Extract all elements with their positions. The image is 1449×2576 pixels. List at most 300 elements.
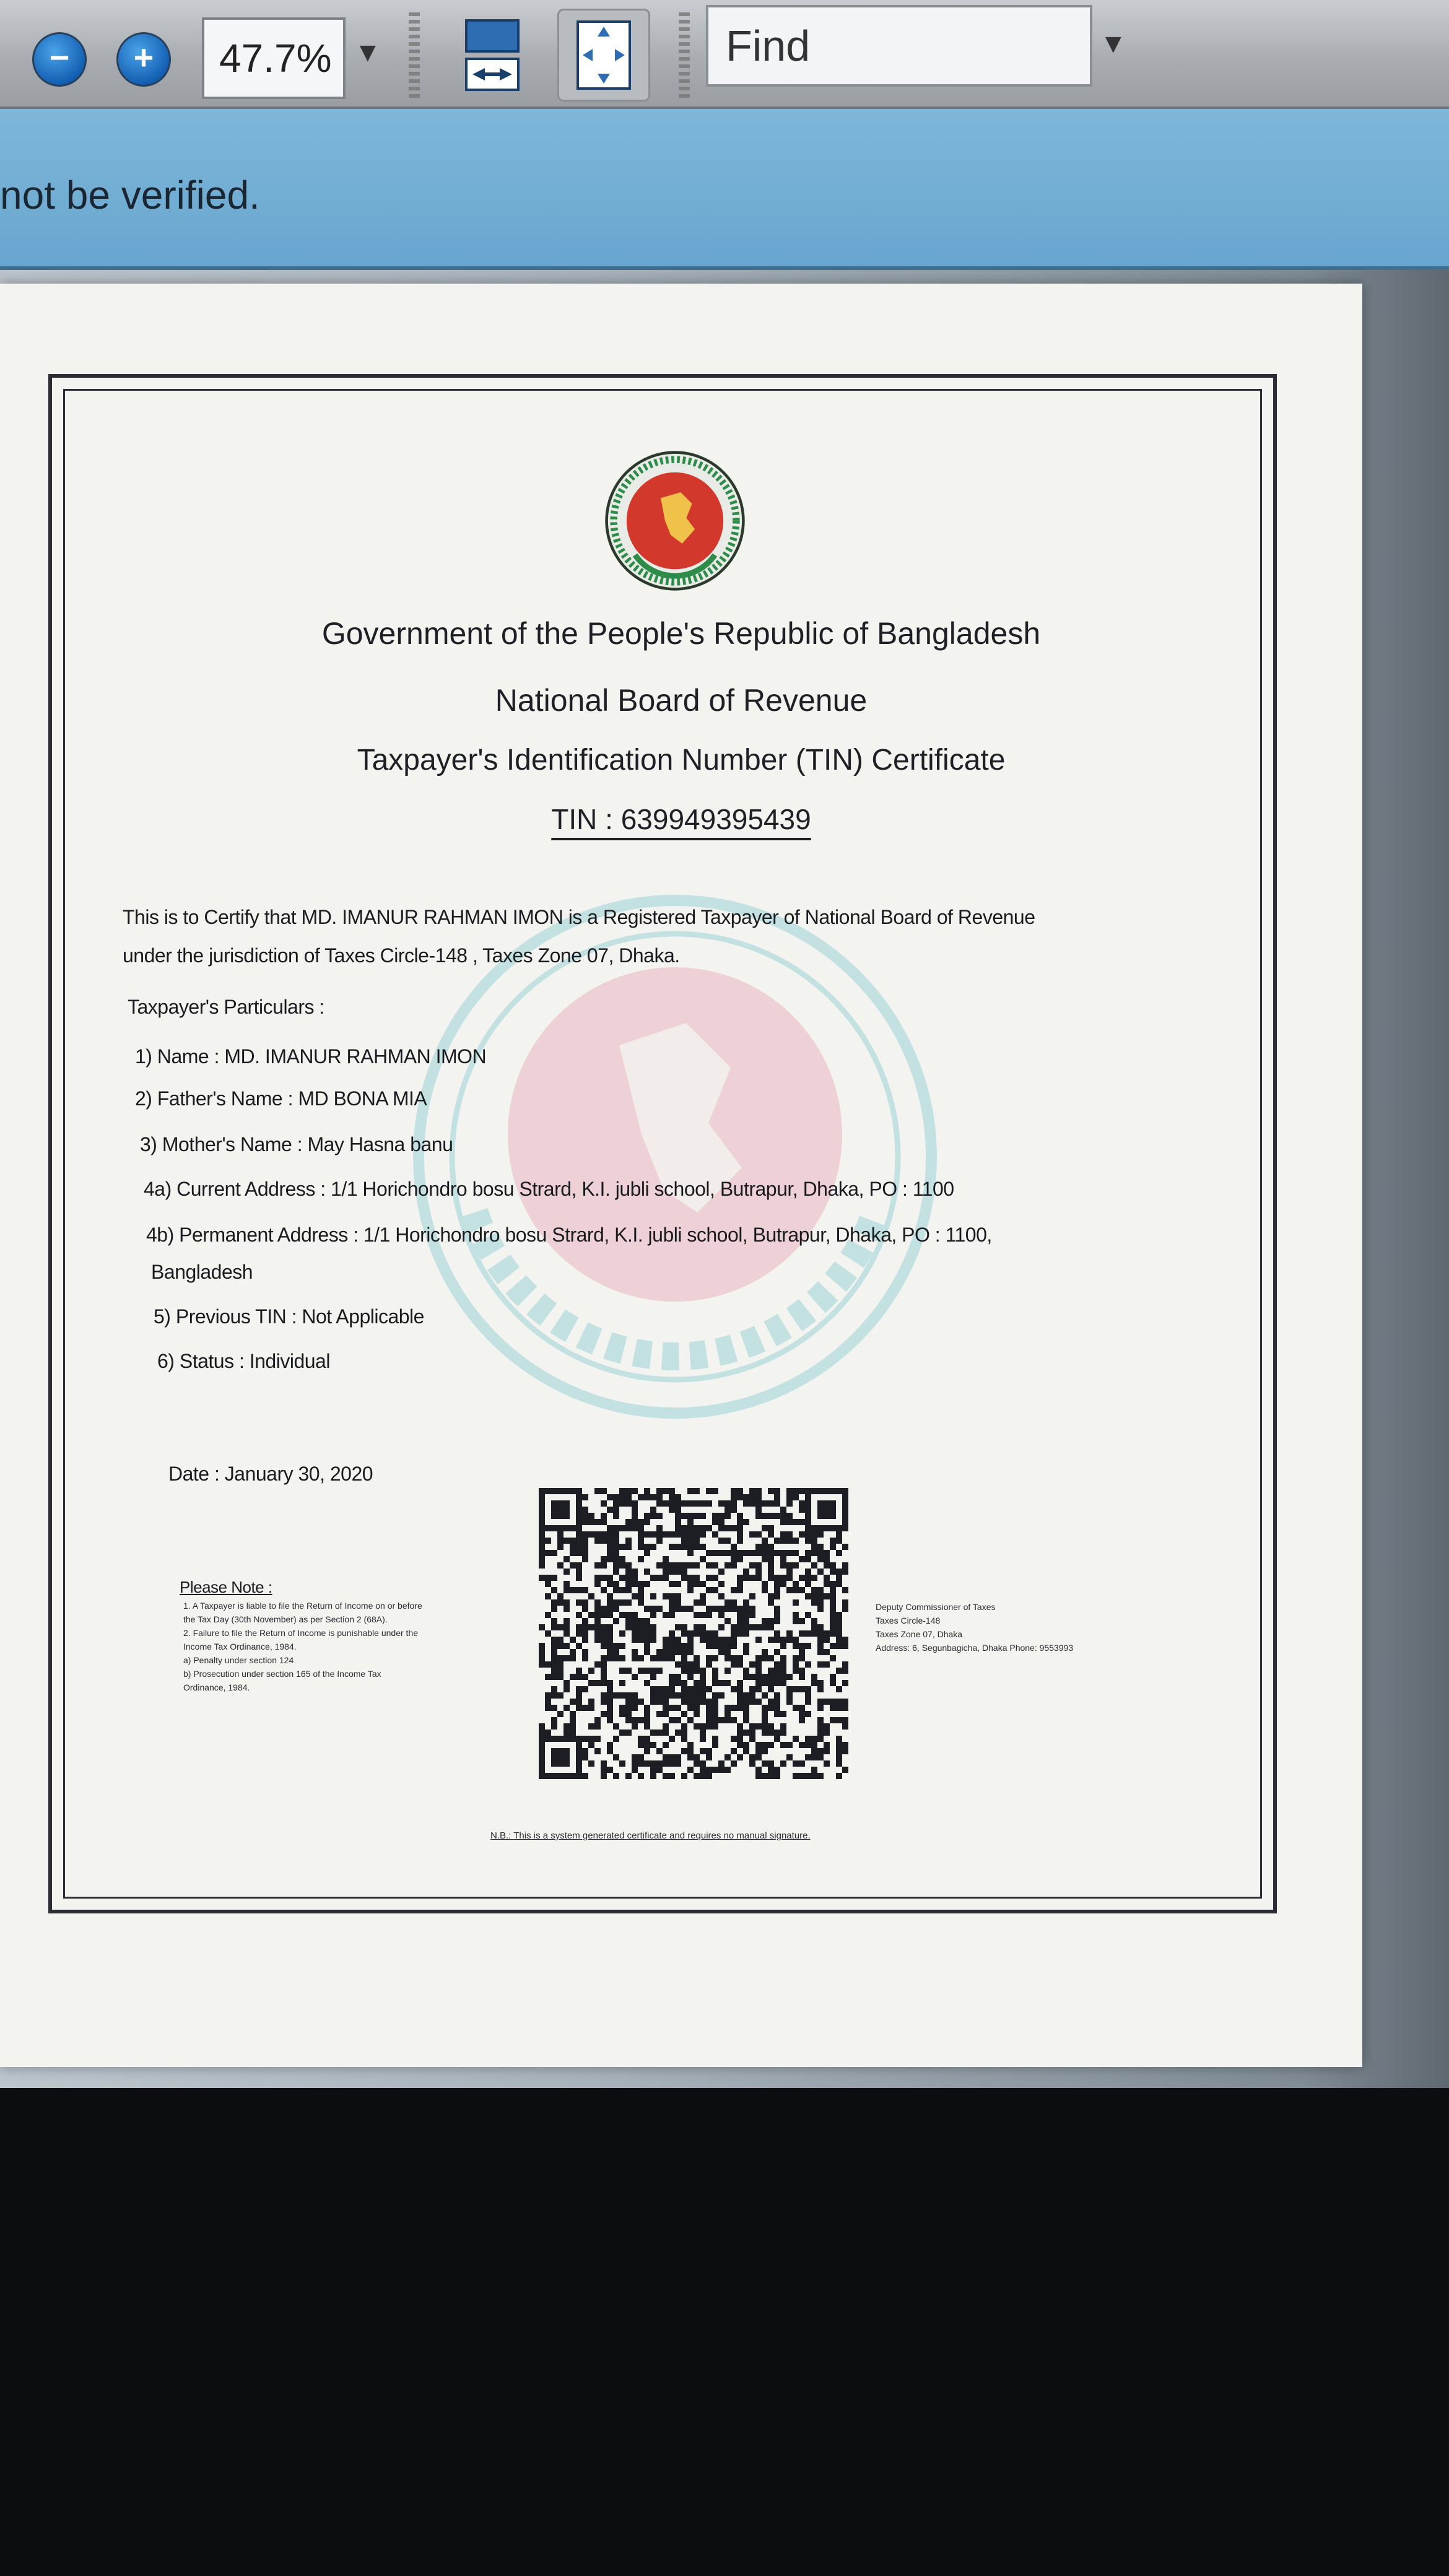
qr-module [842,1680,848,1686]
qr-module [811,1742,817,1748]
qr-module [650,1513,656,1519]
qr-module [762,1748,768,1754]
qr-module [755,1674,762,1680]
pdf-page[interactable] [0,284,1362,2067]
qr-module [743,1618,749,1624]
qr-module [607,1612,613,1618]
qr-module [805,1742,811,1748]
qr-module [675,1674,681,1680]
qr-module [811,1538,817,1544]
qr-module [625,1525,632,1531]
qr-module [582,1544,588,1550]
title-government: Government of the People's Republic of Bangladesh [321,616,1041,651]
qr-module [638,1742,644,1748]
qr-module [718,1643,724,1649]
qr-module [650,1699,656,1705]
qr-module [706,1711,712,1717]
qr-module [817,1730,824,1736]
qr-module [582,1519,588,1525]
qr-module [718,1612,724,1618]
qr-module [551,1575,557,1581]
qr-module [669,1612,675,1618]
qr-module [755,1513,762,1519]
qr-module [737,1488,743,1494]
qr-module [694,1680,700,1686]
qr-module [774,1500,780,1507]
qr-module [570,1699,576,1705]
qr-module [749,1674,755,1680]
qr-module [551,1668,557,1674]
qr-module [644,1630,650,1637]
qr-module [663,1686,669,1692]
qr-module [774,1593,780,1599]
qr-module [743,1624,749,1630]
qr-module [576,1550,582,1556]
qr-module [625,1544,632,1550]
qr-module [842,1599,848,1606]
qr-module [706,1655,712,1661]
qr-module [551,1692,557,1699]
qr-module [712,1699,718,1705]
qr-module [656,1500,663,1507]
qr-module [762,1742,768,1748]
qr-module [731,1630,737,1637]
qr-module [545,1630,551,1637]
qr-module [799,1742,805,1748]
qr-module [663,1500,669,1507]
qr-module [762,1705,768,1711]
qr-module [749,1562,755,1569]
qr-module [737,1730,743,1736]
qr-module [638,1531,644,1538]
qr-module [768,1705,774,1711]
qr-module [774,1606,780,1612]
qr-module [588,1705,594,1711]
qr-module [743,1742,749,1748]
qr-module [743,1500,749,1507]
qr-module [836,1531,842,1538]
qr-module [842,1606,848,1612]
qr-module [644,1742,650,1748]
qr-module [700,1513,706,1519]
qr-module [762,1692,768,1699]
qr-module [650,1692,656,1699]
qr-module [700,1736,706,1742]
qr-module [700,1668,706,1674]
qr-module [774,1705,780,1711]
qr-module [830,1618,836,1624]
qr-module [681,1773,687,1779]
qr-module [669,1643,675,1649]
qr-module [799,1655,805,1661]
qr-module [675,1717,681,1723]
qr-module [619,1562,625,1569]
qr-module [638,1593,644,1599]
qr-module [793,1581,799,1587]
qr-module [786,1538,793,1544]
qr-module [619,1668,625,1674]
qr-module [718,1581,724,1587]
qr-module [799,1668,805,1674]
qr-module [694,1773,700,1779]
qr-module [632,1674,638,1680]
qr-module [545,1705,551,1711]
qr-module [576,1624,582,1630]
qr-module [799,1630,805,1637]
fit-page-button[interactable] [557,9,650,102]
qr-module [564,1581,570,1587]
qr-module [613,1538,619,1544]
qr-module [805,1581,811,1587]
qr-module [551,1624,557,1630]
qr-module [588,1513,594,1519]
issue-date: Date : January 30, 2020 [168,1463,373,1485]
qr-module [656,1767,663,1773]
qr-module [656,1692,663,1699]
qr-module [613,1531,619,1538]
qr-module [768,1525,774,1531]
qr-module [799,1556,805,1562]
qr-module [768,1674,774,1680]
qr-module [675,1624,681,1630]
qr-module [842,1748,848,1754]
qr-module [731,1525,737,1531]
qr-module [712,1668,718,1674]
qr-module [718,1538,724,1544]
qr-module [601,1513,607,1519]
qr-module [663,1723,669,1730]
qr-module [687,1531,694,1538]
qr-module [774,1699,780,1705]
qr-module [768,1699,774,1705]
qr-module [625,1711,632,1717]
qr-module [613,1736,619,1742]
zoom-level-input[interactable] [202,17,346,99]
government-emblem [604,450,746,592]
qr-module [632,1581,638,1587]
qr-module [576,1544,582,1550]
officer-line: Deputy Commissioner of Taxes [876,1602,996,1612]
qr-module [737,1519,743,1525]
qr-module [619,1730,625,1736]
qr-module [557,1624,564,1630]
qr-module [669,1581,675,1587]
qr-module [619,1612,625,1618]
qr-module [644,1544,650,1550]
qr-module [737,1612,743,1618]
qr-module [650,1760,656,1767]
qr-module [687,1581,694,1587]
qr-module [564,1556,570,1562]
note-line: a) Penalty under section 124 [183,1655,294,1665]
qr-module [786,1699,793,1705]
qr-module [700,1730,706,1736]
qr-module [656,1575,663,1581]
qr-module [545,1699,551,1705]
qr-module [632,1575,638,1581]
qr-module [607,1767,613,1773]
qr-module [774,1649,780,1655]
qr-module [799,1773,805,1779]
qr-module [669,1717,675,1723]
qr-module [675,1581,681,1587]
qr-module [582,1773,588,1779]
qr-module [607,1699,613,1705]
zoom-in-button[interactable] [116,32,171,87]
qr-module [749,1730,755,1736]
qr-module [799,1575,805,1581]
qr-module [582,1624,588,1630]
qr-module [811,1593,817,1599]
qr-module [694,1488,700,1494]
qr-module [824,1575,830,1581]
qr-module [718,1513,724,1519]
qr-module [564,1705,570,1711]
qr-module [799,1507,805,1513]
qr-module [836,1581,842,1587]
qr-module [650,1767,656,1773]
qr-module [762,1730,768,1736]
qr-module [755,1624,762,1630]
qr-module [613,1692,619,1699]
qr-module [632,1637,638,1643]
qr-module [644,1711,650,1717]
qr-module [830,1630,836,1637]
qr-module [613,1544,619,1550]
qr-module [619,1587,625,1593]
qr-module [780,1742,786,1748]
qr-module [607,1538,613,1544]
qr-module [836,1618,842,1624]
note-heading: Please Note : [180,1578,272,1596]
zoom-out-button[interactable] [32,32,87,87]
qr-module [706,1773,712,1779]
qr-module [551,1500,570,1519]
qr-module [824,1730,830,1736]
qr-module [811,1531,817,1538]
qr-module [836,1754,842,1760]
qr-module [836,1760,842,1767]
qr-module [755,1569,762,1575]
qr-module [743,1692,749,1699]
find-input[interactable] [706,5,1092,87]
qr-module [836,1705,842,1711]
qr-module [687,1630,694,1637]
qr-module [607,1531,613,1538]
qr-module [638,1630,644,1637]
qr-module [650,1593,656,1599]
qr-module [638,1637,644,1643]
permanent-address-line-2: Bangladesh [151,1261,253,1283]
qr-module [644,1717,650,1723]
qr-module [607,1742,613,1748]
qr-module [687,1692,694,1699]
qr-module [755,1531,762,1538]
qr-module [564,1730,570,1736]
qr-module [687,1643,694,1649]
qr-module [681,1661,687,1668]
qr-module [594,1606,601,1612]
qr-module [724,1643,731,1649]
qr-module [793,1612,799,1618]
qr-module [551,1655,557,1661]
qr-module [768,1550,774,1556]
qr-module [706,1643,712,1649]
qr-module [638,1587,644,1593]
qr-module [613,1507,619,1513]
qr-module [817,1556,824,1562]
qr-module [842,1699,848,1705]
qr-module [731,1500,737,1507]
qr-module [811,1587,817,1593]
qr-module [786,1494,793,1500]
qr-module [755,1773,762,1779]
qr-module [762,1760,768,1767]
qr-module [712,1643,718,1649]
qr-module [619,1705,625,1711]
qr-module [694,1599,700,1606]
qr-module [780,1655,786,1661]
qr-module [644,1513,650,1519]
qr-module [830,1569,836,1575]
qr-module [842,1668,848,1674]
qr-module [811,1767,817,1773]
qr-module [650,1674,656,1680]
qr-module [700,1637,706,1643]
qr-module [601,1674,607,1680]
qr-module [545,1538,551,1544]
qr-module [749,1606,755,1612]
qr-module [700,1773,706,1779]
qr-module [706,1767,712,1773]
qr-module [780,1637,786,1643]
qr-module [762,1538,768,1544]
qr-module [644,1606,650,1612]
officer-block [876,1600,1073,1655]
qr-module [830,1655,836,1661]
find-dropdown-arrow[interactable]: ▼ [1100,28,1127,59]
qr-module [557,1661,564,1668]
qr-module [669,1599,675,1606]
qr-module [625,1581,632,1587]
qr-module [644,1637,650,1643]
qr-module [681,1525,687,1531]
qr-module [681,1655,687,1661]
qr-module [731,1587,737,1593]
qr-module [545,1692,551,1699]
qr-module [786,1519,793,1525]
zoom-dropdown-arrow[interactable]: ▼ [354,37,381,67]
qr-module [625,1569,632,1575]
qr-module [545,1612,551,1618]
qr-module [706,1606,712,1612]
qr-module [650,1531,656,1538]
qr-module [594,1637,601,1643]
qr-module [811,1550,817,1556]
qr-module [817,1754,824,1760]
qr-module [594,1562,601,1569]
qr-module [768,1513,774,1519]
qr-module [749,1593,755,1599]
qr-module [694,1624,700,1630]
qr-module [557,1544,564,1550]
qr-module [594,1736,601,1742]
qr-module [681,1711,687,1717]
qr-module [576,1699,582,1705]
qr-module [681,1723,687,1730]
qr-module [687,1674,694,1680]
qr-module [625,1562,632,1569]
qr-module [564,1655,570,1661]
qr-module [718,1593,724,1599]
qr-module [588,1624,594,1630]
qr-module [557,1562,564,1569]
qr-module [724,1649,731,1655]
qr-module [718,1680,724,1686]
qr-module [824,1556,830,1562]
qr-module [594,1488,601,1494]
qr-module [774,1618,780,1624]
qr-module [799,1488,805,1494]
qr-module [700,1556,706,1562]
fit-width-button[interactable] [446,9,539,102]
qr-module [582,1606,588,1612]
qr-module [675,1531,681,1538]
qr-module [743,1699,749,1705]
qr-module [551,1748,570,1767]
qr-module [625,1705,632,1711]
qr-module [793,1760,799,1767]
qr-module [694,1754,700,1760]
qr-module [737,1723,743,1730]
qr-module [793,1773,799,1779]
qr-module [687,1544,694,1550]
qr-module [749,1754,755,1760]
qr-module [539,1562,545,1569]
qr-module [731,1748,737,1754]
qr-module [669,1655,675,1661]
qr-module [632,1699,638,1705]
qr-module [768,1618,774,1624]
qr-module [780,1575,786,1581]
qr-module [551,1550,557,1556]
qr-module [774,1711,780,1717]
qr-module [669,1569,675,1575]
qr-module [687,1742,694,1748]
qr-module [737,1630,743,1637]
qr-module [786,1531,793,1538]
qr-module [638,1519,644,1525]
qr-module [842,1637,848,1643]
qr-module [564,1624,570,1630]
qr-module [836,1624,842,1630]
qr-module [799,1717,805,1723]
qr-module [731,1686,737,1692]
qr-module [700,1692,706,1699]
minus-circle-icon: − [49,38,70,77]
qr-module [786,1630,793,1637]
qr-module [718,1624,724,1630]
qr-module [650,1686,656,1692]
qr-module [601,1575,607,1581]
qr-module [582,1748,588,1754]
title-board: National Board of Revenue [495,683,868,718]
qr-module [638,1699,644,1705]
qr-module [570,1730,576,1736]
qr-module [811,1754,817,1760]
qr-module [817,1649,824,1655]
qr-module [743,1519,749,1525]
